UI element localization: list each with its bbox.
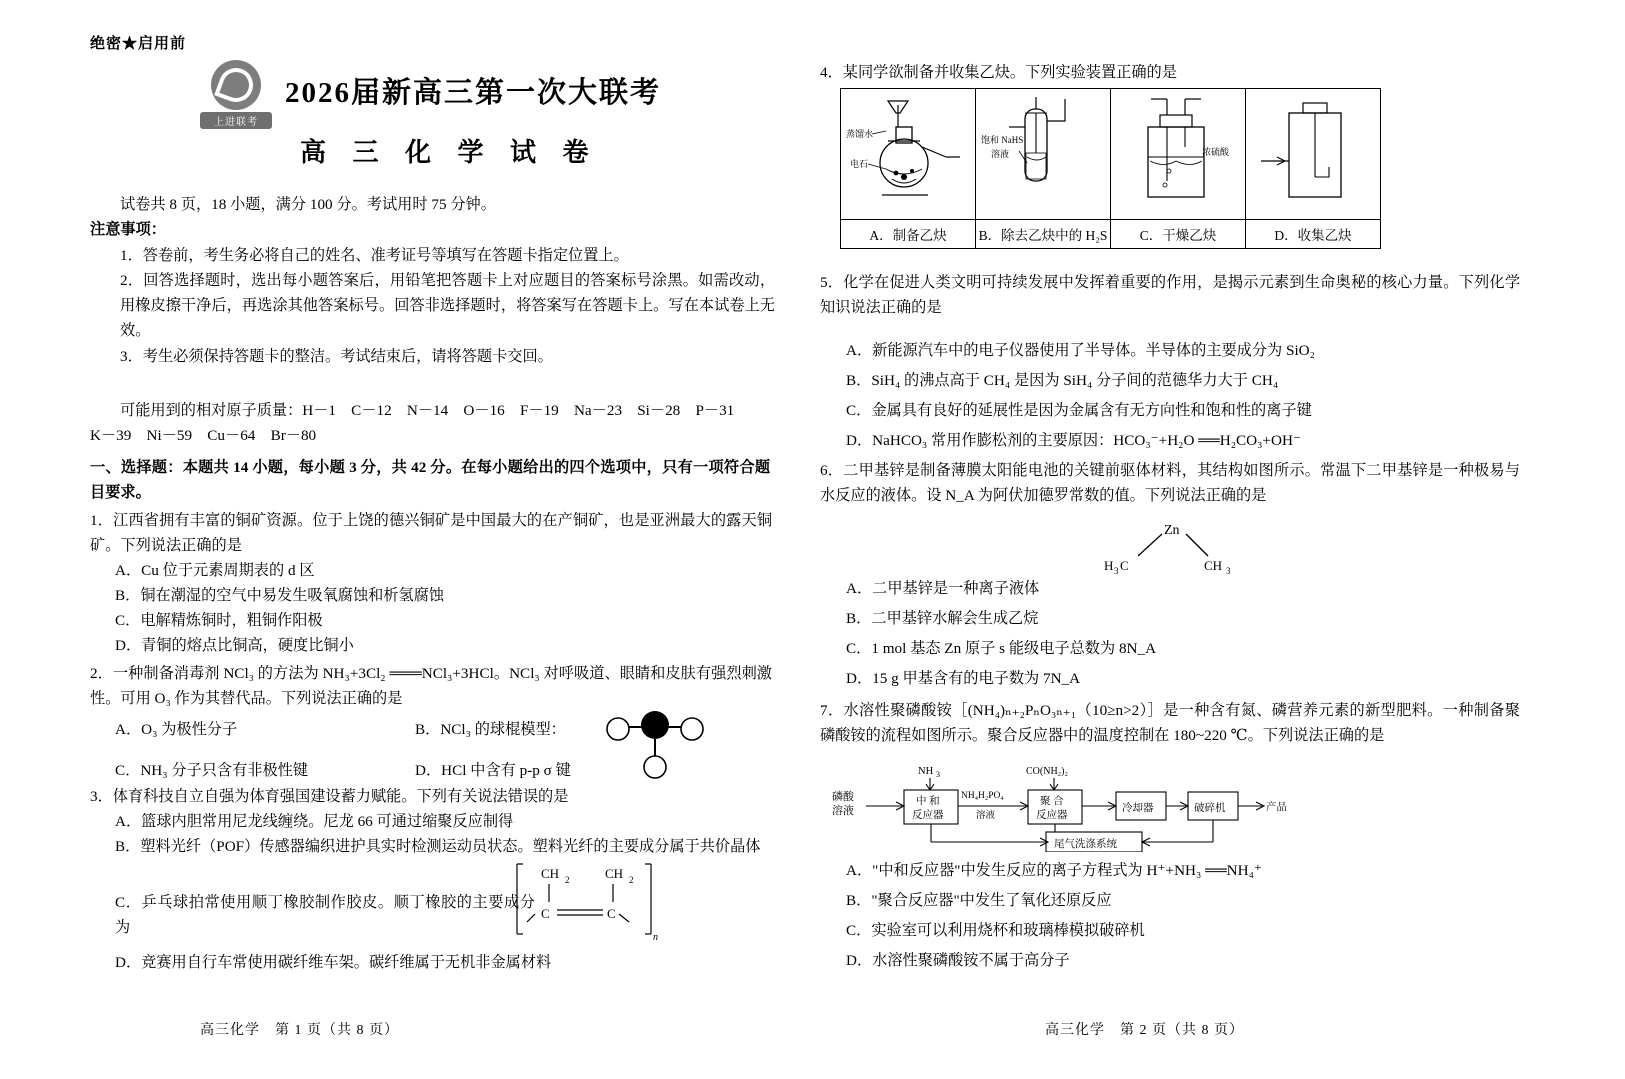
- device-cell-b: [976, 89, 1111, 220]
- dimethylzinc-structure: [1100, 518, 1250, 580]
- svg-text:产品: 产品: [1266, 802, 1287, 813]
- device-cell-c: [1111, 89, 1246, 220]
- question-5-option-c: C．金属具有良好的延展性是因为金属含有无方向性和饱和性的离子键: [846, 402, 1312, 419]
- question-5-option-a: A．新能源汽车中的电子仪器使用了半导体。半导体的主要成分为 SiO₂: [846, 342, 1315, 359]
- question-7-stem: 7．水溶性聚磷酸铵［(NH₄)ₙ₊₂PₙO₃ₙ₊₁（10≥n>2）］是一种含有氮、磷营养元素的新型肥料。一种制备聚磷酸铵的流程如图所示。聚合反应器中的温度控制在 180~220 ℃。下列说法正确的是: [820, 702, 1520, 744]
- question-1-option-a: A．Cu 位于元素周期表的 d 区: [115, 562, 315, 579]
- notice-item-3: 3．考生必须保持答题卡的整洁。考试结束后，请将答题卡交回。: [120, 348, 553, 365]
- question-5-option-d: D．NaHCO₃ 常用作膨松剂的主要原因：HCO₃⁻+H₂O ══H₂CO₃+OH⁻: [846, 432, 1301, 449]
- question-1-stem: 1．江西省拥有丰富的铜矿资源。位于上饶的德兴铜矿是中国最大的在产铜矿，也是亚洲最大的露天铜矿。下列说法正确的是: [90, 512, 772, 554]
- secret-label: 绝密★启用前: [90, 36, 187, 52]
- question-7-option-c: C．实验室可以利用烧杯和玻璃棒模拟破碎机: [846, 922, 1145, 939]
- question-6-option-d: D．15 g 甲基含有的电子数为 7N_A: [846, 670, 1081, 687]
- question-4-stem: 4．某同学欲制备并收集乙炔。下列实验装置正确的是: [820, 64, 1177, 81]
- logo-mark-icon: [211, 60, 261, 110]
- question-7-flowchart: [830, 762, 1390, 852]
- question-7-option-a: A．"中和反应器"中发生反应的离子方程式为 H⁺+NH₃ ══NH₄⁺: [846, 862, 1262, 879]
- svg-text:浓硫酸: 浓硫酸: [1202, 147, 1230, 157]
- question-3-stem: 3．体育科技自立自强为体育强国建设蓄力赋能。下列有关说法错误的是: [90, 788, 569, 805]
- svg-text:CH: CH: [605, 866, 624, 881]
- svg-text:CO(NH₂)₂: CO(NH₂)₂: [1026, 766, 1068, 777]
- question-2-option-d: D．HCl 中含有 p-p σ 键: [415, 762, 571, 779]
- svg-text:CH: CH: [1204, 558, 1223, 573]
- question-6-option-b: B．二甲基锌水解会生成乙烷: [846, 610, 1039, 627]
- question-2-option-c: C．NH₃ 分子只含有非极性键: [115, 762, 309, 779]
- page-subtitle: 高 三 化 学 试 卷: [300, 138, 599, 167]
- question-6-stem: 6．二甲基锌是制备薄膜太阳能电池的关键前驱体材料，其结构如图所示。常温下二甲基锌是一种极易与水反应的液体。设 N_A 为阿伏加德罗常数的值。下列说法正确的是: [820, 462, 1520, 504]
- notice-item-2: 2．回答选择题时，选出每小题答案后，用铅笔把答题卡上对应题目的答案标号涂黑。如需改动，用橡皮擦干净后，再选涂其他答案标号。回答非选择题时，将答案写在答题卡上。写在本试卷上无效。: [120, 272, 775, 339]
- svg-text:中 和: 中 和: [916, 796, 940, 807]
- device-label-b: B．除去乙炔中的 H₂S: [976, 220, 1111, 249]
- svg-text:磷酸: 磷酸: [832, 791, 854, 803]
- svg-text:2: 2: [565, 875, 570, 885]
- svg-text:聚 合: 聚 合: [1040, 796, 1064, 807]
- svg-text:C: C: [607, 906, 616, 921]
- question-6-option-c: C．1 mol 基态 Zn 原子 s 能级电子总数为 8N_A: [846, 640, 1157, 657]
- svg-text:溶液: 溶液: [832, 805, 854, 817]
- question-6-option-a: A．二甲基锌是一种离子液体: [846, 580, 1040, 597]
- question-3-option-a: A．篮球内胆常用尼龙线缠绕。尼龙 66 可通过缩聚反应制得: [115, 813, 514, 830]
- device-label-c: C．干燥乙炔: [1111, 220, 1246, 249]
- device-cell-d: [1246, 89, 1381, 220]
- logo-text: 上进联考: [200, 112, 272, 129]
- notice-heading: 注意事项：: [90, 221, 166, 238]
- device-cell-a: [841, 89, 976, 220]
- svg-text:冷却器: 冷却器: [1122, 803, 1154, 814]
- question-7-option-b: B．"聚合反应器"中发生了氧化还原反应: [846, 892, 1112, 909]
- table-row-devices: [841, 89, 1381, 220]
- svg-text:n: n: [653, 932, 658, 943]
- svg-text:C: C: [541, 906, 550, 921]
- svg-text:3: 3: [1226, 566, 1231, 576]
- svg-text:尾气洗涤系统: 尾气洗涤系统: [1054, 839, 1117, 850]
- notice-item-1: 1．答卷前，考生务必将自己的姓名、准考证号等填写在答题卡指定位置上。: [120, 247, 629, 264]
- question-5-option-b: B．SiH₄ 的沸点高于 CH₄ 是因为 SiH₄ 分子间的范德华力大于 CH₄: [846, 372, 1279, 389]
- page-right-column: [820, 0, 1540, 1079]
- svg-text:CH: CH: [541, 866, 560, 881]
- svg-text:反应器: 反应器: [1036, 810, 1068, 821]
- svg-text:饱和 NaHS: 饱和 NaHS: [981, 135, 1024, 145]
- question-2-stem: 2．一种制备消毒剂 NCl₃ 的方法为 NH₃+3Cl₂ ═══NCl₃+3HCl。NCl₃ 对呼吸道、眼睛和皮肤有强烈刺激性。可用 O₃ 作为其替代品。下列说法正确的是: [90, 665, 772, 707]
- device-label-a: A．制备乙炔: [841, 220, 976, 249]
- svg-text:溶液: 溶液: [976, 811, 996, 821]
- table-row-device-labels: [841, 220, 1381, 249]
- question-1-option-b: B．铜在潮湿的空气中易发生吸氧腐蚀和析氢腐蚀: [115, 587, 445, 604]
- question-3-option-b: B．塑料光纤（POF）传感器编织进护具实时检测运动员状态。塑料光纤的主要成分属于共价晶体: [115, 838, 761, 855]
- question-1-option-d: D．青铜的熔点比铜高，硬度比铜小: [115, 637, 354, 654]
- svg-text:电石: 电石: [850, 159, 869, 169]
- question-1-option-c: C．电解精炼铜时，粗铜作阳极: [115, 612, 323, 629]
- nci3-ball-stick-model: [600, 695, 710, 780]
- footer-right: 高三化学 第 2 页（共 8 页）: [1045, 1023, 1244, 1038]
- svg-text:溶液: 溶液: [991, 149, 1010, 159]
- svg-text:NH: NH: [918, 766, 934, 777]
- exam-logo: [200, 60, 272, 132]
- page-left-column: [60, 0, 780, 1079]
- exam-info: 试卷共 8 页，18 小题，满分 100 分。考试用时 75 分钟。: [120, 196, 496, 213]
- question-4-device-table: [840, 88, 1381, 249]
- atomic-mass-line-2: K－39 Ni－59 Cu－64 Br－80: [90, 427, 317, 444]
- question-2-option-a: A．O₃ 为极性分子: [115, 721, 238, 738]
- question-3-option-c: C．乒乓球拍常使用顺丁橡胶制作胶皮。顺丁橡胶的主要成分为: [115, 894, 535, 936]
- svg-text:2: 2: [629, 875, 634, 885]
- question-2-option-b: B．NCl₃ 的球棍模型：: [415, 721, 566, 738]
- svg-text:NH₄H₂PO₄: NH₄H₂PO₄: [961, 791, 1004, 801]
- svg-text:破碎机: 破碎机: [1194, 803, 1226, 814]
- svg-text:3: 3: [1114, 566, 1119, 576]
- svg-text:反应器: 反应器: [912, 810, 944, 821]
- question-7-option-d: D．水溶性聚磷酸铵不属于高分子: [846, 952, 1070, 969]
- svg-text:3: 3: [936, 770, 940, 779]
- question-3-option-d: D．竞赛用自行车常使用碳纤维车架。碳纤维属于无机非金属材料: [115, 954, 552, 971]
- svg-text:C: C: [1120, 558, 1129, 573]
- page-title: 2026届新高三第一次大联考: [285, 77, 662, 109]
- device-label-d: D．收集乙炔: [1246, 220, 1381, 249]
- atomic-mass-line-1: 可能用到的相对原子质量：H－1 C－12 N－14 O－16 F－19 Na－23 Si－28 P－31: [120, 402, 735, 419]
- zn-label: Zn: [1164, 523, 1180, 538]
- footer-left: 高三化学 第 1 页（共 8 页）: [200, 1023, 399, 1038]
- svg-text:蒸馏水: 蒸馏水: [846, 129, 874, 139]
- svg-text:H: H: [1104, 558, 1114, 573]
- polybutadiene-structure: [515, 858, 665, 948]
- question-5-stem: 5．化学在促进人类文明可持续发展中发挥着重要的作用，是揭示元素到生命奥秘的核心力量。下列化学知识说法正确的是: [820, 274, 1520, 316]
- section-1-title: 一、选择题：本题共 14 小题，每小题 3 分，共 42 分。在每小题给出的四个选项中，只有一项符合题目要求。: [90, 459, 770, 501]
